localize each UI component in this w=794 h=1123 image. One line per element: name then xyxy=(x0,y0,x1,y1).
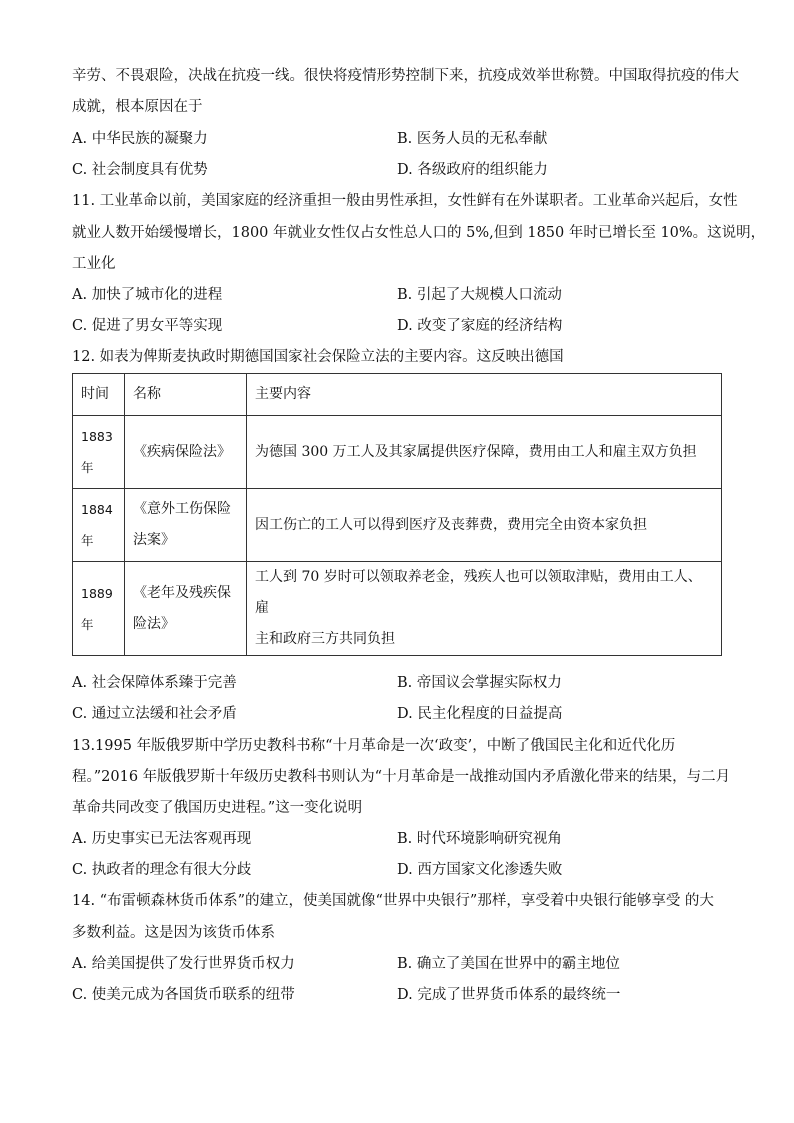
table-header-name: 名称 xyxy=(125,374,247,416)
table-cell-name: 《老年及残疾保 险法》 xyxy=(125,562,247,656)
table-cell-content: 工人到 70 岁时可以领取养老金，残疾人也可以领取津贴，费用由工人、雇 主和政府三方共同负担 xyxy=(247,562,722,656)
q13-stem-line1: 13.1995 年版俄罗斯中学历史教科书称“十月革命是一次‘政变’，中断了俄国民主化和近代化历 xyxy=(72,738,676,754)
q12-option-c: C. 通过立法缓和社会矛盾 xyxy=(72,706,237,722)
q12-stem: 12. 如表为俾斯麦执政时期德国国家社会保险立法的主要内容。这反映出德国 xyxy=(72,349,564,365)
table-cell-year: 1883 年 xyxy=(73,416,125,489)
q14-option-a: A. 给美国提供了发行世界货币权力 xyxy=(72,956,295,972)
table-header-row xyxy=(73,374,722,416)
q10-option-c: C. 社会制度具有优势 xyxy=(72,162,208,178)
q13-option-c: C. 执政者的理念有很大分歧 xyxy=(72,862,252,878)
table-cell-content: 因工伤亡的工人可以得到医疗及丧葬费，费用完全由资本家负担 xyxy=(247,489,722,562)
q11-option-a: A. 加快了城市化的进程 xyxy=(72,287,223,303)
q14-option-c: C. 使美元成为各国货币联系的纽带 xyxy=(72,987,295,1003)
q10-option-d: D. 各级政府的组织能力 xyxy=(397,162,548,178)
q13-stem-line2: 程。”2016 年版俄罗斯十年级历史教科书则认为“十月革命是一战推动国内矛盾激化带来的结果，与二月 xyxy=(72,769,731,785)
q13-option-b: B. 时代环境影响研究视角 xyxy=(397,831,562,847)
q11-stem-line3: 工业化 xyxy=(72,256,116,272)
q11-stem-line1: 11. 工业革命以前，美国家庭的经济重担一般由男性承担，女性鲜有在外谋职者。工业革命兴起后，女性 xyxy=(72,193,738,209)
q12-option-a: A. 社会保障体系臻于完善 xyxy=(72,675,237,691)
legislation-table xyxy=(72,373,722,656)
q13-option-a: A. 历史事实已无法客观再现 xyxy=(72,831,252,847)
table-cell-content: 为德国 300 万工人及其家属提供医疗保障，费用由工人和雇主双方负担 xyxy=(247,416,722,489)
q10-option-b: B. 医务人员的无私奉献 xyxy=(397,131,548,147)
q10-stem-line1: 辛劳、不畏艰险，决战在抗疫一线。很快将疫情形势控制下来，抗疫成效举世称赞。中国取得抗疫的伟大 xyxy=(72,68,739,84)
q11-option-d: D. 改变了家庭的经济结构 xyxy=(397,318,563,334)
q10-option-a: A. 中华民族的凝聚力 xyxy=(72,131,208,147)
table-cell-name: 《意外工伤保险 法案》 xyxy=(125,489,247,562)
q10-stem-line2: 成就，根本原因在于 xyxy=(72,99,203,115)
q11-option-b: B. 引起了大规模人口流动 xyxy=(397,287,562,303)
q14-option-b: B. 确立了美国在世界中的霸主地位 xyxy=(397,956,620,972)
table-header-content: 主要内容 xyxy=(247,374,722,416)
q13-stem-line3: 革命共同改变了俄国历史进程。”这一变化说明 xyxy=(72,800,363,816)
table-cell-year: 1884 年 xyxy=(73,489,125,562)
q11-stem-line2: 就业人数开始缓慢增长，1800 年就业女性仅占女性总人口的 5%,但到 1850 年时已增长至 10%。这说明， xyxy=(72,225,766,241)
q14-stem-line2: 多数利益。这是因为该货币体系 xyxy=(72,925,275,941)
table-row xyxy=(73,416,722,489)
table-cell-name: 《疾病保险法》 xyxy=(125,416,247,489)
q12-option-b: B. 帝国议会掌握实际权力 xyxy=(397,675,562,691)
q13-option-d: D. 西方国家文化渗透失败 xyxy=(397,862,563,878)
q14-option-d: D. 完成了世界货币体系的最终统一 xyxy=(397,987,621,1003)
table-row xyxy=(73,489,722,562)
q14-stem-line1: 14. “布雷顿森林货币体系”的建立，使美国就像“世界中央银行”那样，享受着中央银行能够享受 的大 xyxy=(72,893,714,909)
table-row xyxy=(73,562,722,656)
table-header-time: 时间 xyxy=(73,374,125,416)
q11-option-c: C. 促进了男女平等实现 xyxy=(72,318,223,334)
table-cell-year: 1889 年 xyxy=(73,562,125,656)
q12-option-d: D. 民主化程度的日益提高 xyxy=(397,706,563,722)
